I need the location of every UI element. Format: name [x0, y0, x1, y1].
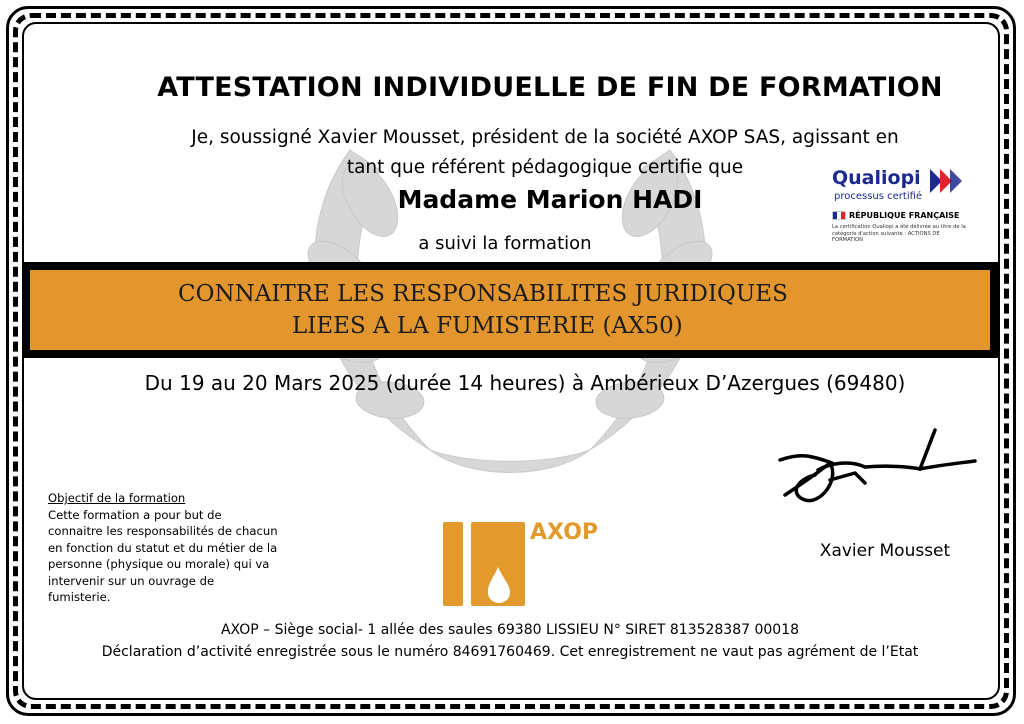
intro-line-1: Je, soussigné Xavier Mousset, président de la société AXOP SAS, agissant en	[191, 127, 899, 148]
qualiopi-note: La certification Qualiopi a été délivrée au titre de la catégorie d'action suivante : ACTIONS DE FORMATION	[832, 224, 966, 243]
intro-line-2: tant que référent pédagogique certifie que	[346, 157, 744, 178]
axop-logo-text: AXOP	[530, 520, 599, 545]
qualiopi-arrows-icon	[930, 169, 966, 193]
qualiopi-subtitle: processus certifié	[834, 191, 923, 202]
republique-francaise	[832, 211, 959, 220]
followed-training-text: a suivi la formation	[418, 233, 592, 254]
qualiopi-logo	[832, 167, 972, 249]
qualiopi-name: Qualiopi	[832, 167, 921, 189]
course-title-band	[22, 262, 998, 358]
footer-address: AXOP – Siège social- 1 allée des saules 69380 LISSIEU N° SIRET 813528387 00018	[220, 622, 800, 638]
objective-text: Cette formation a pour but de connaitre les responsabilités de chacun en fonction du statut et du métier de la personne (physique ou morale) qui va intervenir sur un ouvrage de fumisterie.	[48, 507, 278, 604]
training-objective	[48, 490, 278, 606]
footer-declaration: Déclaration d’activité enregistrée sous le numéro 84691760469. Cet enregistrement ne vaut pas agrément de l’Etat	[101, 644, 919, 660]
republique-label: RÉPUBLIQUE FRANÇAISE	[849, 211, 960, 220]
course-title-line-1: CONNAITRE LES RESPONSABILITES JURIDIQUES	[178, 281, 788, 307]
objective-title: Objectif de la formation	[48, 491, 186, 505]
french-flag-icon	[832, 211, 846, 220]
signer-name: Xavier Mousset	[819, 541, 951, 561]
course-title-line-2: LIEES A LA FUMISTERIE (AX50)	[292, 313, 683, 339]
training-dates: Du 19 au 20 Mars 2025 (durée 14 heures) à Ambérieux D’Azergues (69480)	[144, 371, 906, 395]
signature	[770, 425, 980, 525]
trainee-name: Madame Marion HADI	[397, 185, 703, 214]
course-title-box	[30, 270, 990, 350]
certificate-title: ATTESTATION INDIVIDUELLE DE FIN DE FORMATION	[157, 72, 943, 103]
